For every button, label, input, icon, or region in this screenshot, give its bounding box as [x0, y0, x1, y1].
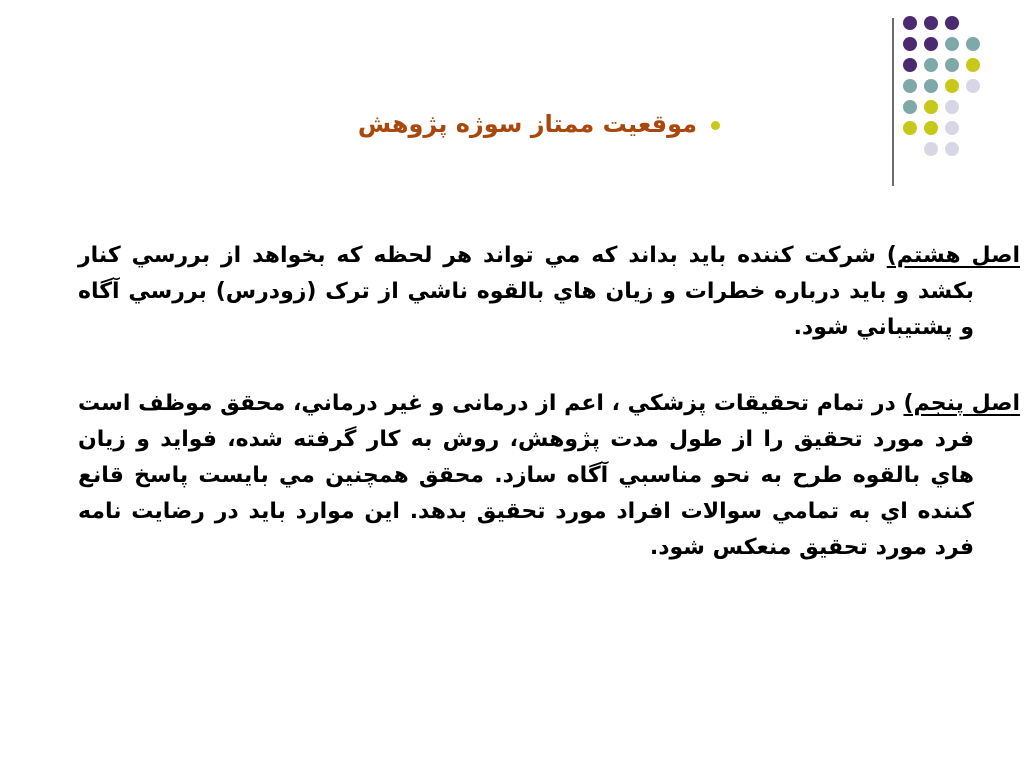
decorative-dot	[903, 37, 917, 51]
decorative-dot	[924, 16, 938, 30]
decorative-dot	[945, 58, 959, 72]
decorative-dot	[966, 37, 980, 51]
paragraph-principle-five	[78, 386, 1020, 566]
decorative-dot	[903, 100, 917, 114]
paragraph-text: در تمام تحقيقات پزشكي ، اعم از درمانی و غير درماني، محقق موظف است فرد مورد تحقيق را از طول مدت پژوهش، روش به كار گرفته شده، فوايد و زيان هاي بالقوه طرح به نحو مناسبي آگاه سازد. محقق همچنين مي بايست پاسخ قانع كننده اي به تمامي سوالات افراد مورد تحقيق بدهد. اين موارد بايد در رضايت نامه فرد مورد تحقيق منعكس شود.	[78, 391, 974, 560]
decorative-dot	[945, 142, 959, 156]
decorative-dot	[924, 58, 938, 72]
decorative-dot	[945, 16, 959, 30]
slide-title: موقعيت ممتاز سوژه پژوهش	[357, 110, 697, 138]
decorative-dot	[924, 121, 938, 135]
decorative-dot	[966, 58, 980, 72]
paragraph-text: شركت كننده بايد بداند كه مي تواند هر لحظه كه بخواهد از بررسي كنار بكشد و بايد درباره خطرات و زيان هاي بالقوه ناشي از ترک (زودرس) بررسي آگاه و پشتيباني شود.	[78, 243, 974, 340]
paragraph-label: اصل هشتم)	[886, 243, 1020, 268]
decorative-dot	[903, 121, 917, 135]
decorative-dot	[945, 100, 959, 114]
decorative-dot	[903, 58, 917, 72]
slide-title-row	[300, 104, 720, 144]
decorative-dot	[966, 79, 980, 93]
decorative-dot	[945, 121, 959, 135]
bullet-icon	[711, 121, 720, 130]
decorative-dot	[924, 37, 938, 51]
decorative-dot	[945, 79, 959, 93]
paragraph-principle-eight	[78, 238, 1020, 346]
decorative-dot	[924, 79, 938, 93]
decorative-dot	[924, 100, 938, 114]
decorative-dot	[903, 16, 917, 30]
decorative-divider-line	[892, 18, 894, 186]
decorative-dot	[903, 79, 917, 93]
decorative-dot	[945, 37, 959, 51]
decorative-dot	[924, 142, 938, 156]
paragraph-label: اصل پنجم)	[903, 391, 1021, 416]
